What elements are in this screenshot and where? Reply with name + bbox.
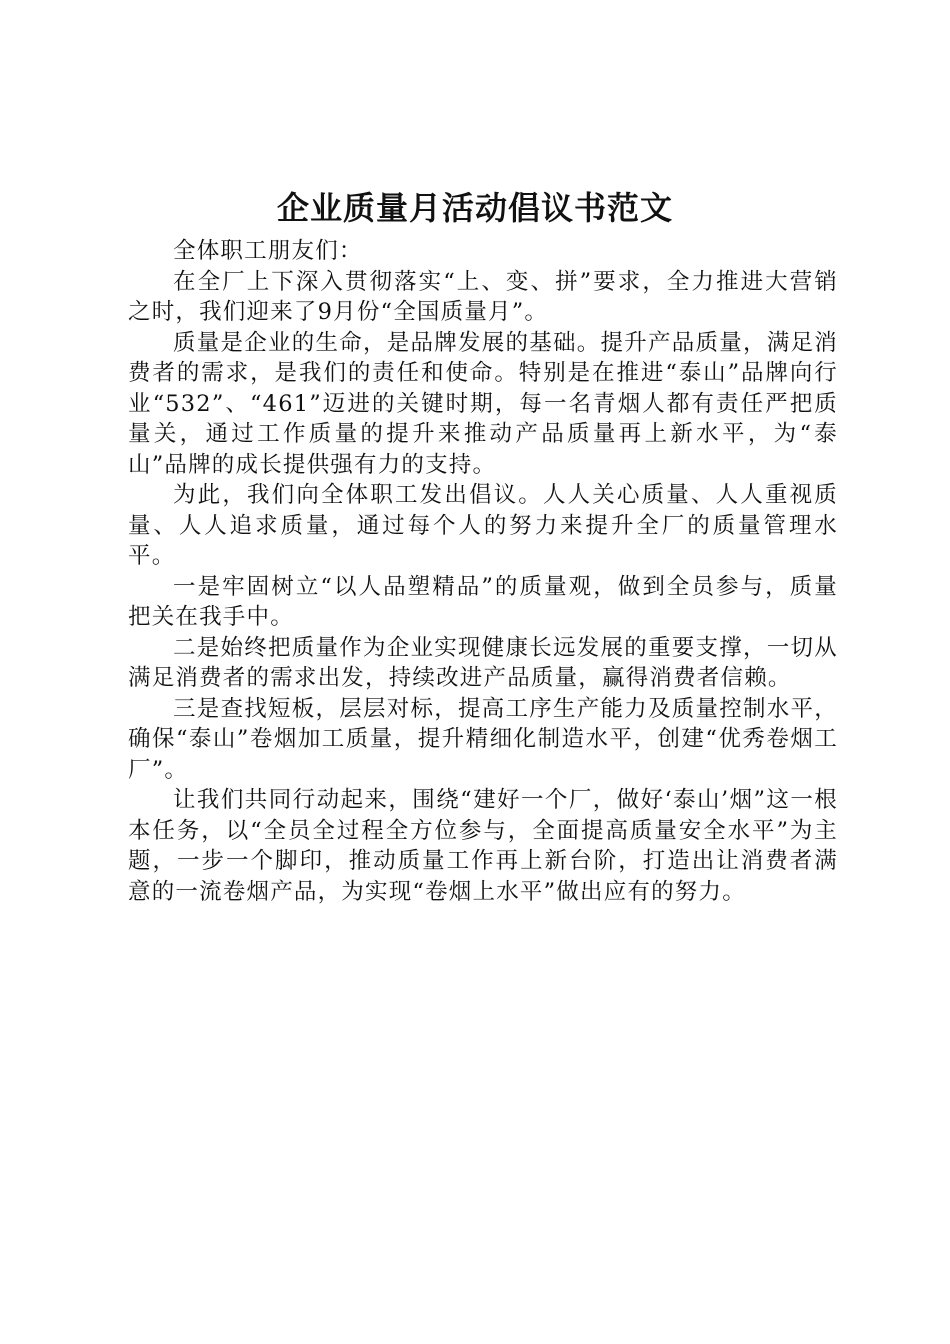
document-body [128, 236, 838, 907]
paragraph-intro: 在全厂上下深入贯彻落实“上、变、拼”要求，全力推进大营销之时，我们迎来了9月份“全国质量月”。 [128, 268, 838, 325]
paragraph-point-two: 二是始终把质量作为企业实现健康长远发展的重要支撑，一切从满足消费者的需求出发，持续改进产品质量，赢得消费者信赖。 [128, 634, 838, 691]
salutation: 全体职工朋友们： [173, 238, 363, 264]
paragraph-closing: 让我们共同行动起来，围绕“建好一个厂，做好‘泰山’烟”这一根本任务，以“全员全过程全方位参与，全面提高质量安全水平”为主题，一步一个脚印，推动质量工作再上新台阶，打造出让消费者满意的一流卷烟产品，为实现“卷烟上水平”做出应有的努力。 [128, 787, 838, 905]
document-title: 企业质量月活动倡议书范文 [276, 189, 673, 227]
paragraph-point-three: 三是查找短板，层层对标，提高工序生产能力及质量控制水平，确保“泰山”卷烟加工质量，提升精细化制造水平，创建“优秀卷烟工厂”。 [128, 695, 838, 783]
paragraph-initiative: 为此，我们向全体职工发出倡议。人人关心质量、人人重视质量、人人追求质量，通过每个人的努力来提升全厂的质量管理水平。 [128, 482, 838, 569]
paragraph-quality-importance: 质量是企业的生命，是品牌发展的基础。提升产品质量，满足消费者的需求，是我们的责任和使命。特别是在推进“泰山”品牌向行业“532”、“461”迈进的关键时期，每一名青烟人都有责任严把质量关，通过工作质量的提升来推动产品质量再上新水平，为“泰山”品牌的成长提供强有力的支持。 [128, 329, 838, 478]
paragraph-point-one: 一是牢固树立“以人品塑精品”的质量观，做到全员参与，质量把关在我手中。 [128, 573, 838, 630]
